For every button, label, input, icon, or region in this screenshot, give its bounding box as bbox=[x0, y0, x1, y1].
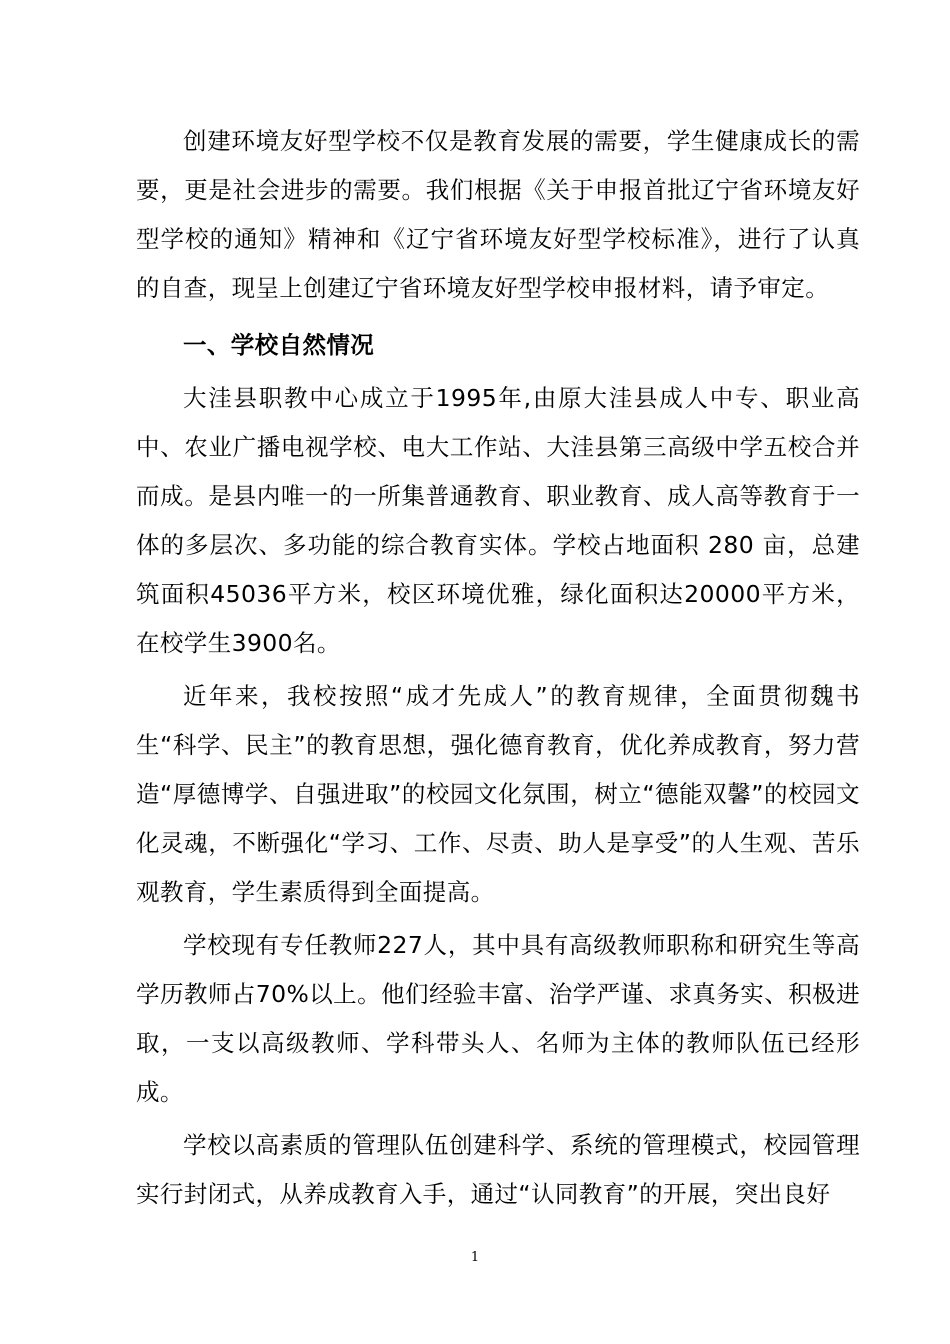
school-overview-paragraph: 大洼县职教中心成立于1995年,由原大洼县成人中专、职业高中、农业广播电视学校、电大工作站、大洼县第三高级中学五校合并而成。是县内唯一的一所集普通教育、职业教育、成人高等教育于一体的多层次、多功能的综合教育实体。学校占地面积 280 亩，总建筑面积45036平方米，校区环境优雅，绿化面积达20000平方米，在校学生3900名。 bbox=[136, 384, 860, 657]
section-heading: 一、学校自然情况 bbox=[183, 331, 375, 359]
management-paragraph: 学校以高素质的管理队伍创建科学、系统的管理模式，校园管理实行封闭式，从养成教育入手，通过“认同教育”的开展，突出良好 bbox=[136, 1131, 860, 1208]
intro-paragraph: 创建环境友好型学校不仅是教育发展的需要，学生健康成长的需要，更是社会进步的需要。我们根据《关于申报首批辽宁省环境友好型学校的通知》精神和《辽宁省环境友好型学校标准》，进行了认真的自查，现呈上创建辽宁省环境友好型学校申报材料，请予审定。 bbox=[136, 127, 860, 302]
page-number: 1 bbox=[470, 1250, 480, 1265]
document-body bbox=[136, 117, 860, 1223]
teachers-paragraph: 学校现有专任教师227人，其中具有高级教师职称和研究生等高学历教师占70%以上。他们经验丰富、治学严谨、求真务实、积极进取，一支以高级教师、学科带头人、名师为主体的教师队伍已经形成。 bbox=[136, 931, 860, 1106]
moral-education-paragraph: 近年来，我校按照“成才先成人”的教育规律，全面贯彻魏书生“科学、民主”的教育思想，强化德育教育，优化养成教育，努力营造“厚德博学、自强进取”的校园文化氛围，树立“德能双馨”的校园文化灵魂，不断强化“学习、工作、尽责、助人是享受”的人生观、苦乐观教育，学生素质得到全面提高。 bbox=[136, 682, 860, 906]
